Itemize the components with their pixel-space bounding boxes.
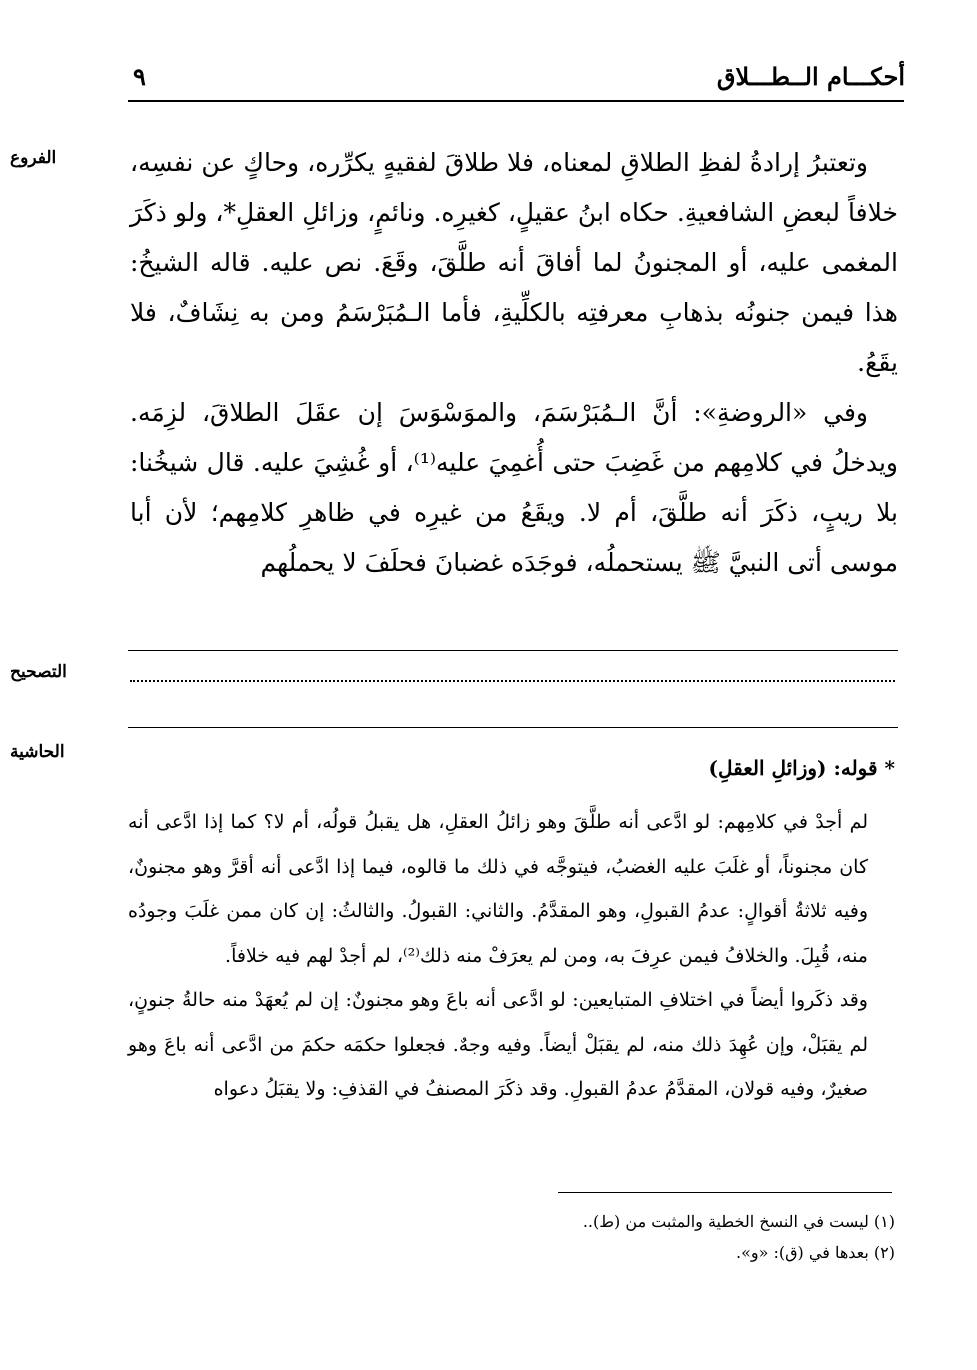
- hashiya-paragraph-1: لم أجدْ في كلامِهم: لو ادَّعى أنه طلَّقَ وهو زائلُ العقلِ، هل يقبلُ قولُه، أم لا؟ كما إذا ادَّعى أنه كان مجنوناً، أو غلَبَ عليه الغضبُ، فيتوجَّه في ذلك ما قالوه، فيما إذا ادَّعى أنه أقرَّ وهو مجنونٌ، وفيه ثلاثةُ أقوالٍ: عدمُ القبولِ، وهو المقدَّمُ. والثاني: القبولُ. والثالثُ: إن كان ممن غلَبَ وجودُه منه، قُبِلَ. والخلافُ فيمن عرِفَ به، ومن لم يعرَفْ منه ذلك⁽²⁾، لم أجدْ لهم فيه خلافاً.: [128, 811, 868, 967]
- header-title: أحكـــام الــطـــلاق: [716, 62, 905, 91]
- main-paragraph-2: وفي «الروضةِ»: أنَّ الـمُبَرْسَمَ، والموَسْوَسَ إن عقَلَ الطلاقَ، لزِمَه. ويدخلُ في كلامِهم من غَضِبَ حتى أُغمِيَ عليه⁽¹⁾، أو غُشِيَ عليه. قال شيخُنا: بلا ريبٍ، ذكَرَ أنه طلَّقَ، أم لا. ويقَعُ من غيرِه في ظاهرِ كلامِهم؛ لأن أبا موسى أتى النبيَّ ﷺ يستحملُه، فوجَدَه غضبانَ فحلَفَ لا يحملُهم: [130, 398, 898, 577]
- footnote-rule: [558, 1192, 892, 1193]
- running-header: [125, 62, 905, 98]
- label-tashih: التصحيح: [10, 662, 67, 682]
- hashiya-paragraph-2: وقد ذكَروا أيضاً في اختلافِ المتبايعين: لو ادَّعى أنه باعَ وهو مجنونٌ: إن لم يُعهَدْ منه حالةُ جنونٍ، لم يقبَلْ، وإن عُهِدَ ذلك منه، لم يقبَلْ أيضاً. وفيه وجهٌ. فجعلوا حكمَه حكمَ من ادَّعى أنه باعَ وهو صغيرٌ، وفيه قولان، المقدَّمُ عدمُ القبولِ. وقد ذكَرَ المصنفُ في القذفِ: ولا يقبَلُ دعواه: [128, 989, 868, 1100]
- hashiya-heading: * قوله: (وزائلِ العقلِ): [708, 756, 895, 780]
- footnote-2: (٢) بعدها في (ق): «و».: [736, 1243, 895, 1262]
- header-rule: [128, 100, 904, 102]
- main-text: [130, 138, 898, 588]
- footnotes: [115, 1206, 895, 1268]
- label-hashiya: الحاشية: [10, 742, 65, 762]
- label-furu: الفروع: [10, 148, 57, 168]
- hashiya-text: [128, 800, 868, 1112]
- separator-bottom: [128, 727, 898, 728]
- page-number: ٩: [133, 62, 146, 91]
- main-paragraph-1: وتعتبرُ إرادةُ لفظِ الطلاقِ لمعناه، فلا طلاقَ لفقيهٍ يكرِّره، وحاكٍ عن نفسِه، خلافاً لبعضِ الشافعيةِ. حكاه ابنُ عقيلٍ، كغيرِه. ونائمٍ، وزائلِ العقلِ*، ولو ذكَرَ المغمى عليه، أو المجنونُ لما أفاقَ أنه طلَّقَ، وقَعَ. نص عليه. قاله الشيخُ: هذا فيمن جنونُه بذهابِ معرفتِه بالكلِّيةِ، فأما الـمُبَرْسَمُ ومن به نِشَافٌ، فلا يقَعُ.: [130, 148, 898, 377]
- footnote-1: (١) ليست في النسخ الخطية والمثبت من (ط)..: [582, 1212, 895, 1231]
- separator-top: [128, 650, 898, 651]
- tashih-dotted-line: [130, 680, 895, 682]
